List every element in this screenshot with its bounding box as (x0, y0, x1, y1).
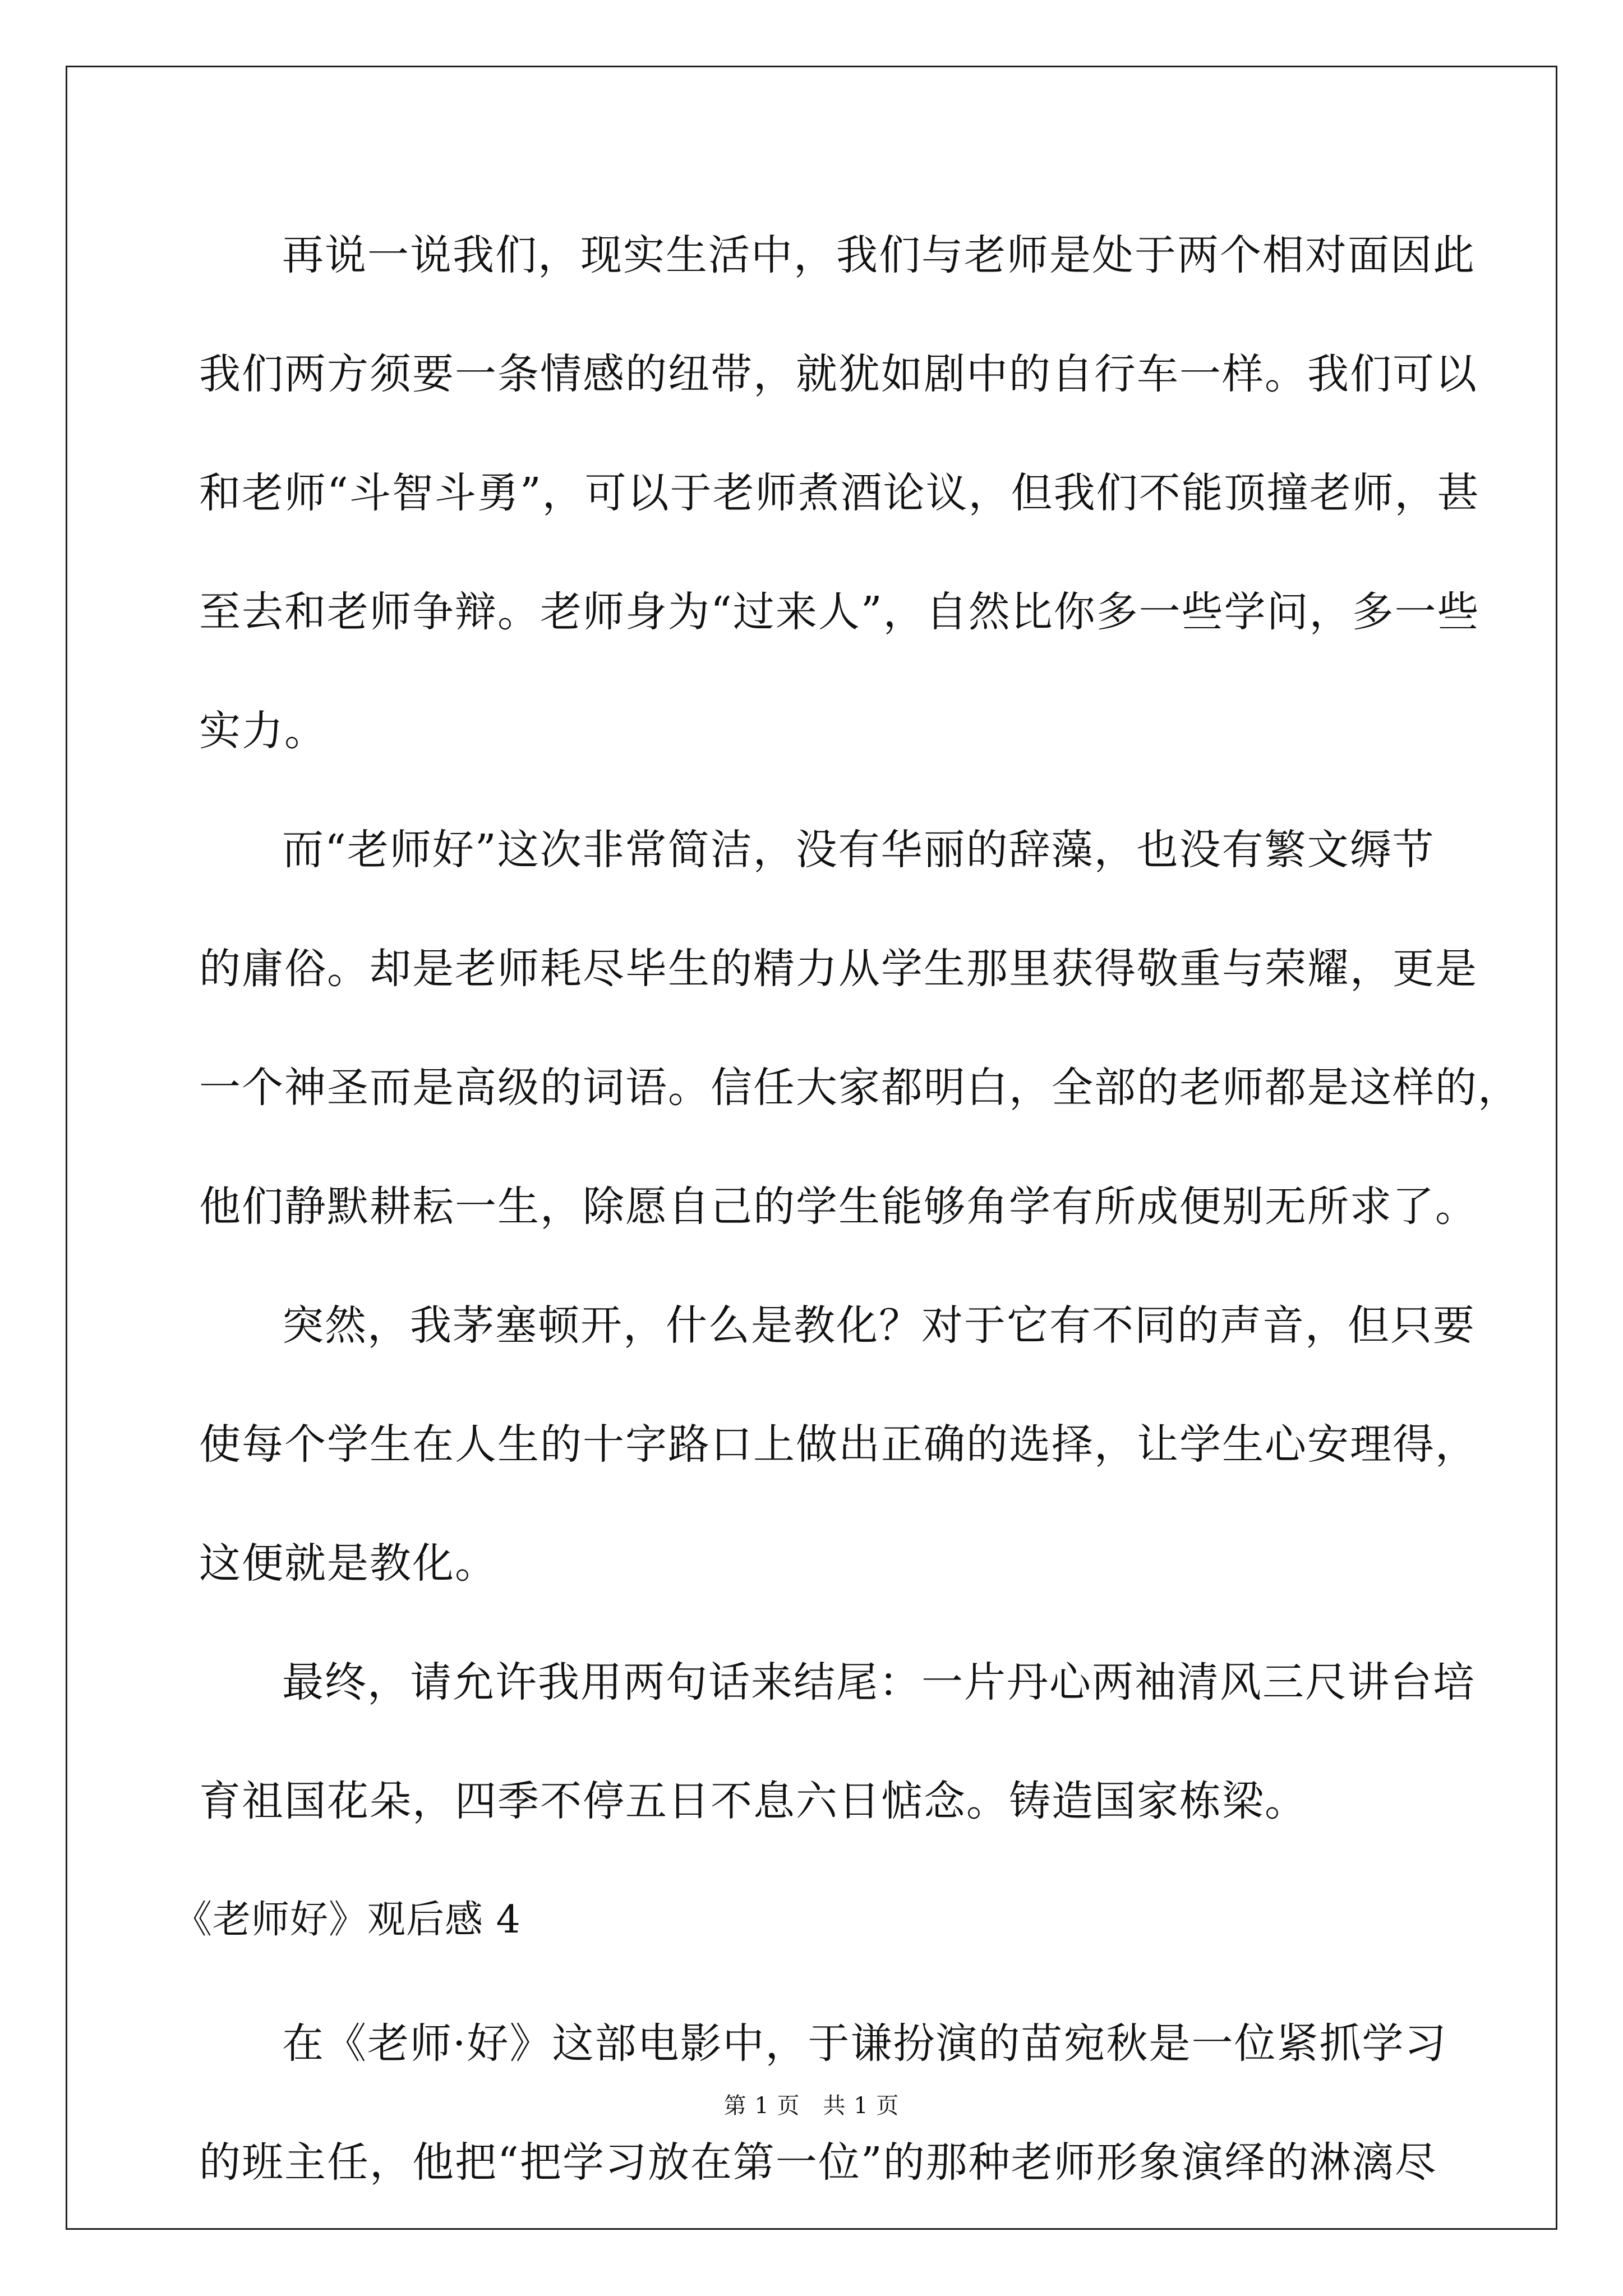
paragraph-line: 在《老师·好》这部电影中，于谦扮演的苗宛秋是一位紧抓学习 (282, 2019, 1447, 2068)
paragraph-line: 他们静默耕耘一生，除愿自己的学生能够角学有所成便别无所求了。 (199, 1182, 1478, 1231)
paragraph-line: 最终，请允许我用两句话来结尾：一片丹心两袖清风三尺讲台培 (282, 1658, 1476, 1706)
paragraph-line: 再说一说我们，现实生活中，我们与老师是处于两个相对面因此 (282, 231, 1476, 279)
paragraph-line: 使每个学生在人生的十字路口上做出正确的选择，让学生心安理得， (199, 1420, 1478, 1469)
paragraph-line: 我们两方须要一条情感的纽带，就犹如剧中的自行车一样。我们可以 (199, 350, 1478, 398)
section-heading: 《老师好》观后感 4 (174, 1898, 521, 1942)
paragraph-line: 的庸俗。却是老师耗尽毕生的精力从学生那里获得敬重与荣耀，更是 (199, 945, 1478, 993)
document-body (174, 208, 1520, 2234)
paragraph-line: 至去和老师争辩。老师身为“过来人”，自然比你多一些学问，多一些 (199, 588, 1480, 636)
page-footer: 第 1 页 共 1 页 (723, 2093, 900, 2119)
paragraph-line: 这便就是教化。 (199, 1539, 497, 1588)
paragraph-line: 实力。 (199, 707, 327, 755)
paragraph-line: 育祖国花朵，四季不停五日不息六日惦念。铸造国家栋梁。 (199, 1777, 1307, 1825)
paragraph-line: 和老师“斗智斗勇”，可以于老师煮酒论议，但我们不能顶撞老师，甚 (199, 469, 1480, 517)
paragraph-line: 的班主任，他把“把学习放在第一位”的那种老师形象演绎的淋漓尽 (199, 2138, 1437, 2187)
paragraph-line: 而“老师好”这次非常简洁，没有华丽的辞藻，也没有繁文缛节 (282, 826, 1435, 874)
paragraph-line: 突然，我茅塞顿开，什么是教化？对于它有不同的声音，但只要 (282, 1301, 1476, 1350)
paragraph-line: 一个神圣而是高级的词语。信任大家都明白，全部的老师都是这样的， (199, 1064, 1520, 1112)
